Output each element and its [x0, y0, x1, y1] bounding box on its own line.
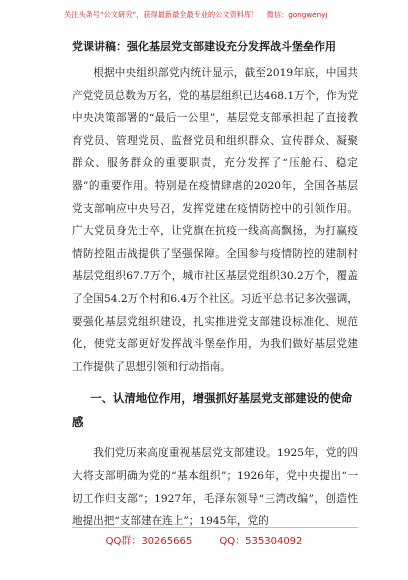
section-heading: 一、认清地位作用，增强抓好基层党支部建设的使命感: [72, 391, 353, 430]
section-paragraph: 我们党历来高度重视基层党支部建设。1925年，党的四大将支部明确为党的“基本组织”；1926年，党中央提出“一切工作归支部”；1927年，毛泽东领导“三湾改编”，创造性地提出把“支部建在连上”；1945年，党的: [72, 447, 358, 528]
footer: [0, 532, 408, 547]
body-paragraph: 根据中央组织部党内统计显示，截至2019年底，中国共产党党员总数为万名，党的基层组织已达468.1万个，作为党中央决策部署的“最后一公里”，基层党支部承担起了直接教育党员、管理党员、监督党员和组织群众、宣传群众、凝聚群众、服务群众的重要职责，充分发挥了“压舱石、稳定器”的重要作用。特别是在疫情肆虐的2020年，全国各基层党支部响应中央号召，发挥党建在疫情防控中的引领作用。广大党员身先士卒，让党旗在抗疫一线高高飘扬，为打赢疫情防控阻击战提供了坚强保障。全国参与疫情防控的建制村基层党组织67.7万个，城市社区基层党组织30.2万个，覆盖了全国54.2万个村和6.4万个社区。习近平总书记多次强调，要强化基层党组织建设，扎实推进党支部建设标准化、规范化，使党支部更好发挥战斗堡垒作用，为我们做好基层党建工作提供了思想引领和行动指南。: [72, 67, 358, 373]
footer-qq: QQ：535304092: [219, 536, 303, 547]
header-banner: [64, 6, 364, 24]
footer-divider: [72, 527, 358, 528]
document-title: 党课讲稿：强化基层党支部建设充分发挥战斗堡垒作用: [72, 40, 336, 53]
banner-wechat: 微信：gongwenyj: [266, 10, 328, 19]
banner-text: 关注头条号“公文研究”，获得最新最全最专业的公文资料库！: [64, 10, 259, 19]
document-page: [72, 36, 358, 533]
footer-qq-group: QQ群：30265665: [105, 536, 193, 547]
